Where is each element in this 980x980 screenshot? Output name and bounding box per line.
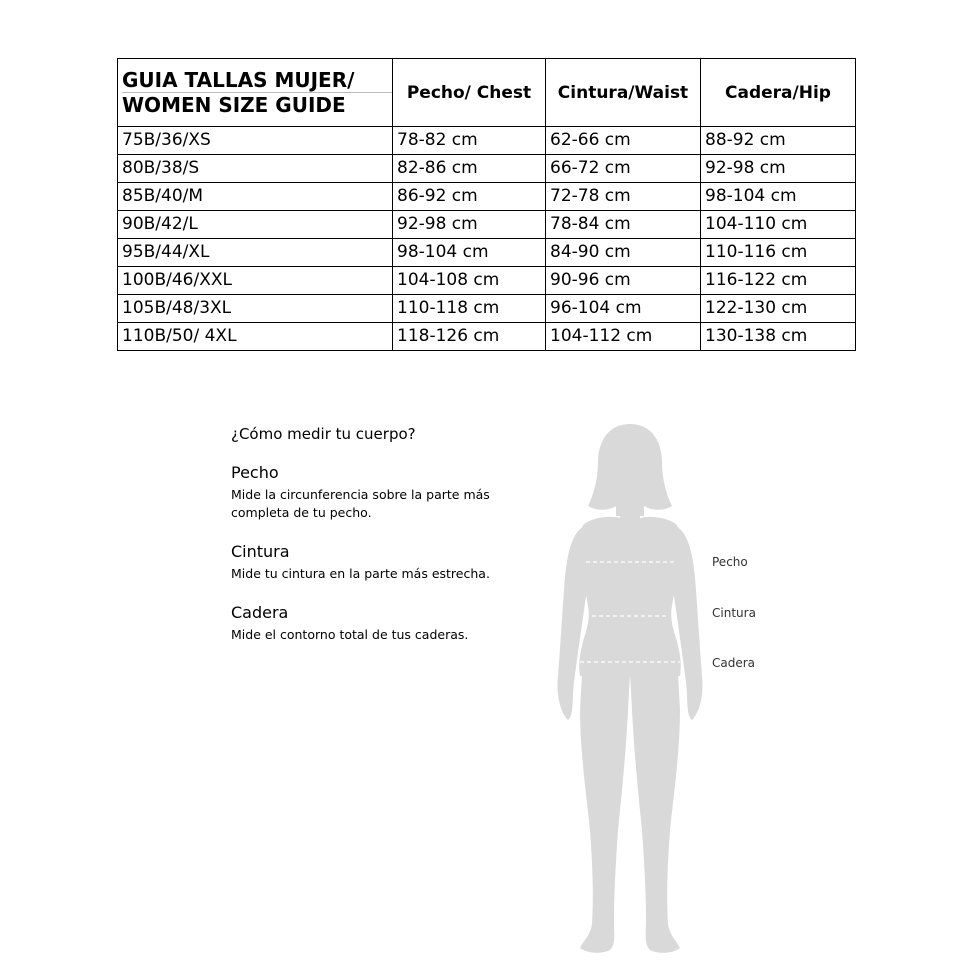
- section-title-cadera: Cadera: [231, 603, 289, 622]
- table-row: [118, 323, 856, 351]
- header-waist: Cintura/Waist: [546, 59, 701, 127]
- chest-cell: 98-104 cm: [393, 239, 546, 267]
- figure-label-cintura: Cintura: [712, 606, 756, 620]
- chest-cell: 118-126 cm: [393, 323, 546, 351]
- size-cell: 85B/40/M: [118, 183, 393, 211]
- table-row: [118, 183, 856, 211]
- hip-cell: 92-98 cm: [701, 155, 856, 183]
- size-cell: 100B/46/XXL: [118, 267, 393, 295]
- section-desc-cadera: Mide el contorno total de tus caderas.: [231, 627, 469, 642]
- waist-cell: 66-72 cm: [546, 155, 701, 183]
- chest-cell: 78-82 cm: [393, 127, 546, 155]
- chest-cell: 92-98 cm: [393, 211, 546, 239]
- figure-label-pecho: Pecho: [712, 555, 748, 569]
- figure-label-cadera: Cadera: [712, 656, 756, 670]
- section-desc-pecho: Mide la circunferencia sobre la parte más completa de tu pecho.: [231, 487, 490, 520]
- howto-question: ¿Cómo medir tu cuerpo?: [231, 425, 416, 443]
- hip-cell: 88-92 cm: [701, 127, 856, 155]
- hip-cell: 104-110 cm: [701, 211, 856, 239]
- size-cell: 75B/36/XS: [118, 127, 393, 155]
- hip-cell: 130-138 cm: [701, 323, 856, 351]
- size-cell: 105B/48/3XL: [118, 295, 393, 323]
- section-title-pecho: Pecho: [231, 463, 279, 482]
- waist-cell: 96-104 cm: [546, 295, 701, 323]
- waist-cell: 84-90 cm: [546, 239, 701, 267]
- size-cell: 90B/42/L: [118, 211, 393, 239]
- waist-cell: 62-66 cm: [546, 127, 701, 155]
- hip-cell: 122-130 cm: [701, 295, 856, 323]
- chest-cell: 110-118 cm: [393, 295, 546, 323]
- size-guide-table: [117, 58, 856, 351]
- section-desc-cintura: Mide tu cintura en la parte más estrecha.: [231, 566, 490, 581]
- table-title: [118, 59, 393, 127]
- waist-cell: 104-112 cm: [546, 323, 701, 351]
- table-row: [118, 295, 856, 323]
- section-title-cintura: Cintura: [231, 542, 290, 561]
- size-cell: 110B/50/ 4XL: [118, 323, 393, 351]
- hip-cell: 116-122 cm: [701, 267, 856, 295]
- header-hip: Cadera/Hip: [701, 59, 856, 127]
- chest-cell: 82-86 cm: [393, 155, 546, 183]
- waist-cell: 90-96 cm: [546, 267, 701, 295]
- table-title-line-2: WOMEN SIZE GUIDE: [122, 92, 392, 117]
- waist-cell: 78-84 cm: [546, 211, 701, 239]
- hip-cell: 110-116 cm: [701, 239, 856, 267]
- woman-silhouette-icon: [540, 420, 720, 960]
- measure-instructions: [231, 425, 506, 664]
- hip-cell: 98-104 cm: [701, 183, 856, 211]
- table-row: [118, 211, 856, 239]
- size-cell: 95B/44/XL: [118, 239, 393, 267]
- waist-cell: 72-78 cm: [546, 183, 701, 211]
- table-row: [118, 267, 856, 295]
- chest-cell: 104-108 cm: [393, 267, 546, 295]
- table-title-line-1: GUIA TALLAS MUJER/: [122, 68, 355, 92]
- table-header-row: [118, 59, 856, 127]
- table-row: [118, 155, 856, 183]
- table-row: [118, 239, 856, 267]
- chest-cell: 86-92 cm: [393, 183, 546, 211]
- header-chest: Pecho/ Chest: [393, 59, 546, 127]
- size-cell: 80B/38/S: [118, 155, 393, 183]
- table-row: [118, 127, 856, 155]
